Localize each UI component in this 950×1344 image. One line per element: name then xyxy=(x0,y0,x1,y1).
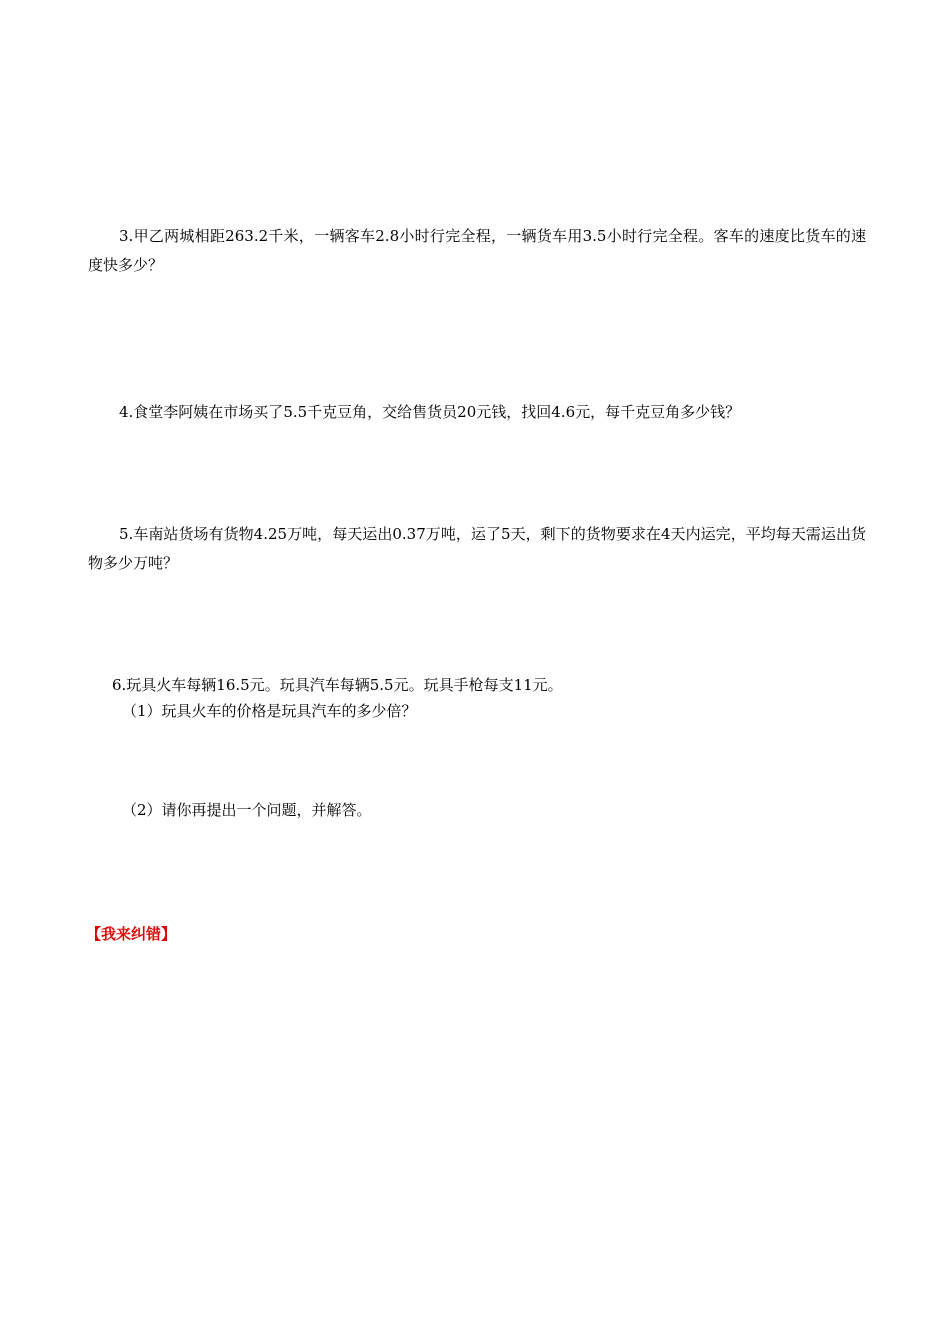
question-5: 5.车南站货场有货物4.25万吨，每天运出0.37万吨，运了5天，剩下的货物要求在4天内运完，平均每天需运出货物多少万吨？ xyxy=(88,525,866,572)
section-heading-error-correction: 【我来纠错】 xyxy=(86,925,177,943)
question-6-part-1: （1）玩具火车的价格是玩具汽车的多少倍？ xyxy=(122,702,417,720)
question-6-part-2: （2）请你再提出一个问题，并解答。 xyxy=(122,801,372,819)
question-3: 3.甲乙两城相距263.2千米，一辆客车2.8小时行完全程，一辆货车用3.5小时行完全程。客车的速度比货车的速度快多少？ xyxy=(88,227,866,274)
question-6-stem: 6.玩具火车每辆16.5元。玩具汽车每辆5.5元。玩具手枪每支11元。 xyxy=(112,676,563,694)
question-4: 4.食堂李阿姨在市场买了5.5千克豆角，交给售货员20元钱，找回4.6元，每千克豆角多少钱？ xyxy=(119,403,741,421)
